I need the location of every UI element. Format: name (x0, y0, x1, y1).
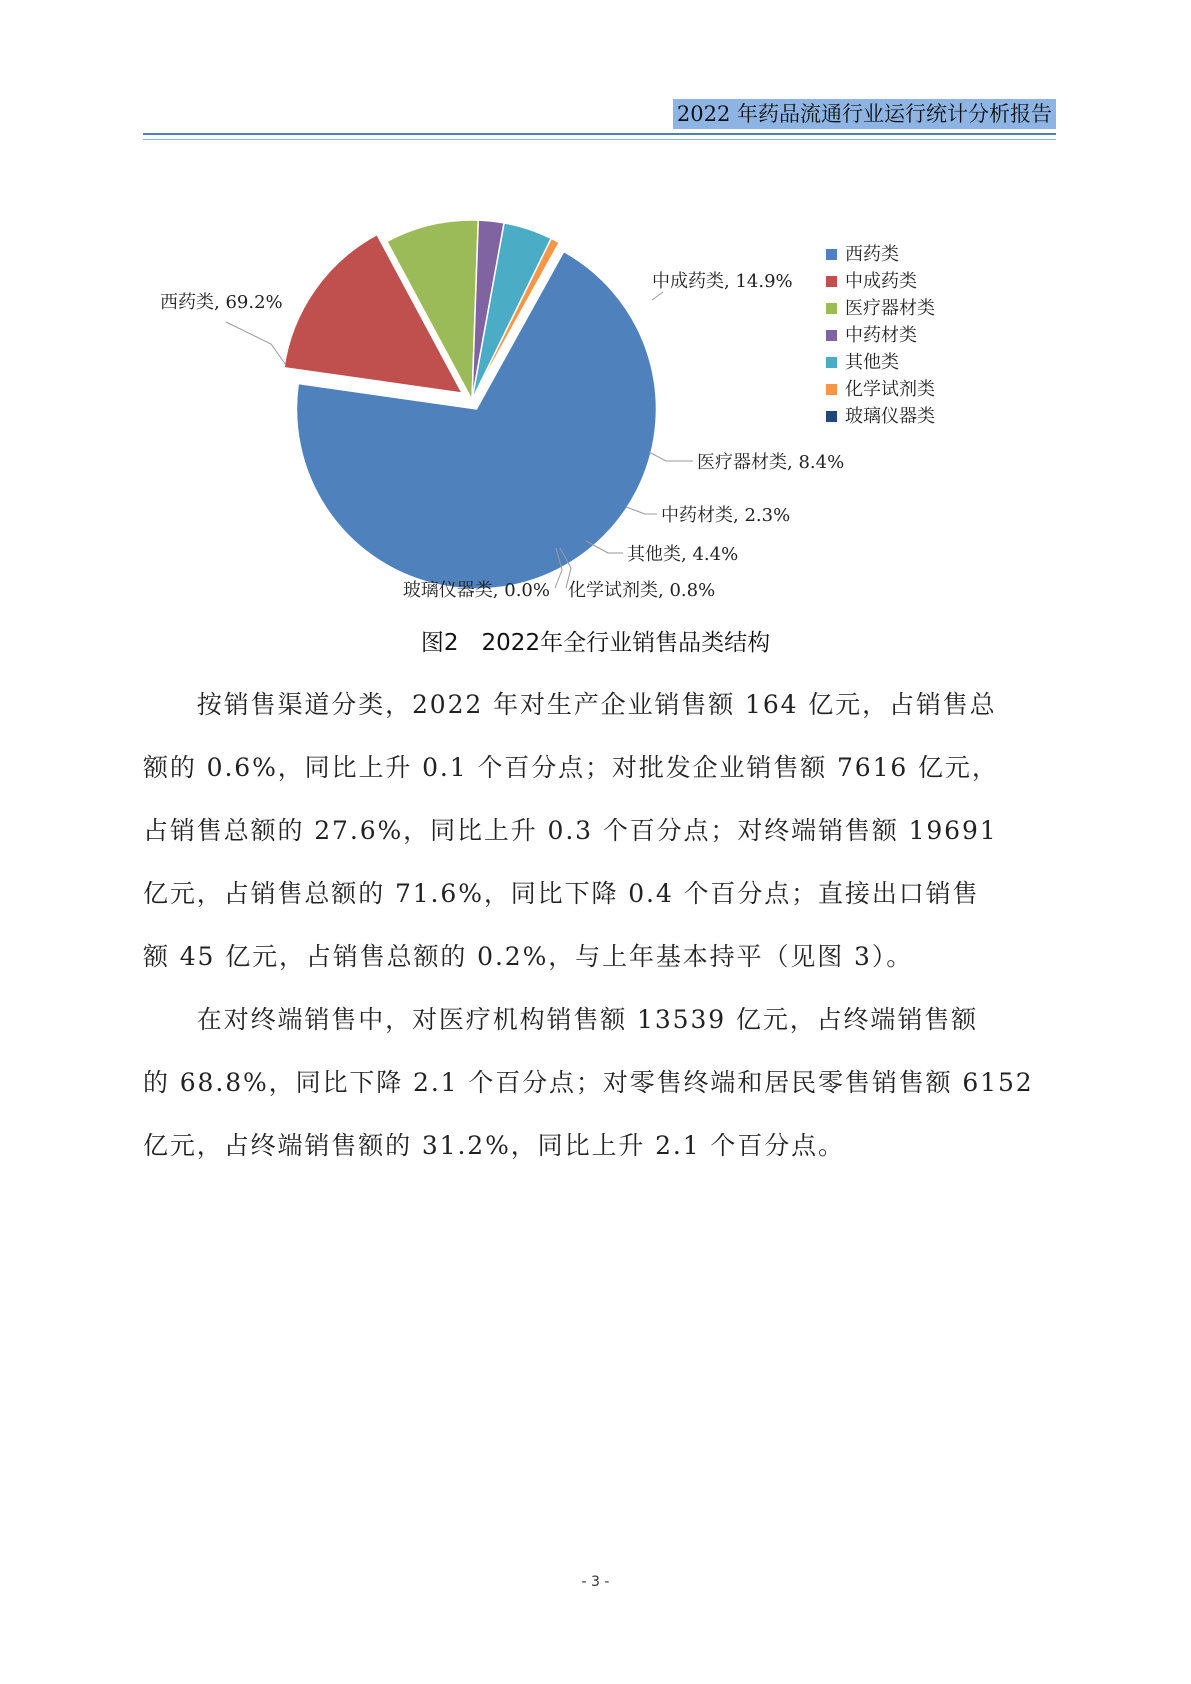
slice-data-label: 化学试剂类, 0.8% (568, 580, 716, 601)
paragraph-line: 的 68.8%，同比下降 2.1 个百分点；对零售终端和居民零售销售额 6152 (143, 1068, 1034, 1097)
paragraph-line: 额 45 亿元，占销售总额的 0.2%，与上年基本持平（见图 3）。 (143, 942, 914, 971)
chart-legend (826, 244, 935, 427)
legend-entry-label: 中成药类 (845, 271, 917, 292)
slice-data-label: 西药类, 69.2% (160, 292, 283, 313)
slice-data-label: 医疗器材类, 8.4% (697, 452, 845, 473)
paragraph-line: 占销售总额的 27.6%，同比上升 0.3 个百分点；对终端销售额 19691 (143, 816, 998, 845)
legend-entry-label: 其他类 (845, 352, 899, 373)
leader-line-2 (652, 292, 663, 300)
leader-line-1 (226, 322, 286, 365)
paragraph-line: 额的 0.6%，同比上升 0.1 个百分点；对批发企业销售额 7616 亿元， (143, 753, 999, 782)
legend-swatch (826, 249, 837, 260)
legend-swatch (826, 303, 837, 314)
legend-swatch (826, 276, 837, 287)
legend-swatch (826, 357, 837, 368)
legend-entry-label: 中药材类 (845, 325, 917, 346)
legend-entry-label: 西药类 (845, 244, 899, 265)
legend-entry-label: 玻璃仪器类 (845, 406, 935, 427)
paragraph-line: 在对终端销售中，对医疗机构销售额 13539 亿元，占终端销售额 (143, 1005, 979, 1034)
legend-entry-label: 化学试剂类 (845, 379, 935, 400)
leader-line-4 (626, 507, 657, 514)
paragraph-line: 亿元，占终端销售额的 31.2%，同比上升 2.1 个百分点。 (143, 1131, 845, 1160)
legend-swatch (826, 330, 837, 341)
slice-data-label: 玻璃仪器类, 0.0% (402, 580, 550, 601)
pie-slices (284, 220, 656, 589)
page-number: - 3 - (581, 1574, 610, 1590)
paragraph-terminal-sales (143, 988, 1049, 1177)
category-pie-chart (0, 0, 1191, 610)
paragraph-sales-channel (143, 673, 1049, 988)
legend-swatch (826, 411, 837, 422)
slice-data-label: 其他类, 4.4% (627, 544, 739, 565)
paragraph-line: 按销售渠道分类，2022 年对生产企业销售额 164 亿元，占销售总 (143, 690, 997, 719)
legend-entry-label: 医疗器材类 (845, 298, 935, 319)
leader-line-3 (649, 452, 693, 461)
slice-data-label: 中药材类, 2.3% (661, 505, 791, 526)
paragraph-line: 亿元，占销售总额的 71.6%，同比下降 0.4 个百分点；直接出口销售 (143, 879, 980, 908)
legend-swatch (826, 384, 837, 395)
slice-data-label: 中成药类, 14.9% (652, 271, 793, 292)
report-header-title: 2022 年药品流通行业运行统计分析报告 (673, 99, 1056, 129)
figure-caption: 图2 2022年全行业销售品类结构 (420, 630, 771, 656)
